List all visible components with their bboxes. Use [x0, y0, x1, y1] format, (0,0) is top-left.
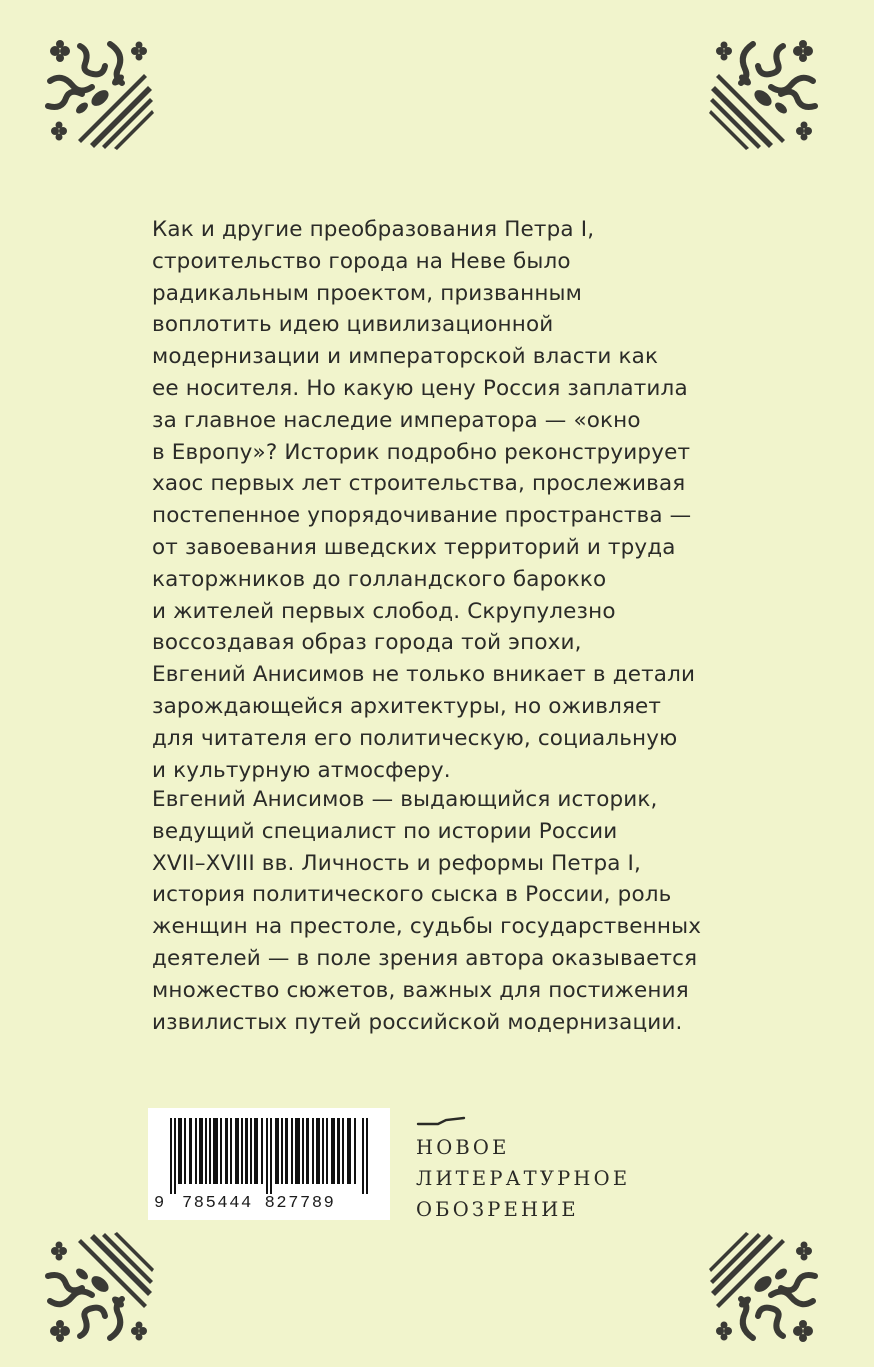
text-line: деятелей — в поле зрения автора оказывается: [152, 945, 698, 971]
text-line: Евгений Анисимов — выдающийся историк,: [152, 787, 658, 812]
text-line: воссоздавая образ города той эпохи,: [152, 630, 582, 656]
text-line: воплотить идею цивилизационной: [152, 312, 554, 338]
publisher-name-line: НОВОЕ: [416, 1136, 510, 1159]
ornament-svg: [705, 36, 823, 154]
ornament-top-left-icon: [40, 36, 158, 154]
text-line: каторжников до голландского барокко: [152, 566, 607, 592]
text-line: модернизации и императорской власти как: [152, 344, 659, 370]
text-line: зарождающейся архитектуры, но оживляет: [152, 693, 662, 719]
isbn-barcode: [148, 1108, 390, 1220]
text-line: XVII–XVIII вв. Личность и реформы Петра I,: [152, 850, 642, 876]
text-line: для читателя его политическую, социальную: [152, 725, 678, 751]
publisher-name-line: ОБОЗРЕНИЕ: [416, 1198, 579, 1221]
author-bio-paragraph: [152, 784, 752, 1038]
text-line: радикальным проектом, призванным: [152, 280, 583, 306]
text-line: извилистых путей российской модернизации.: [152, 1009, 683, 1035]
barcode-bars-icon: [170, 1118, 370, 1194]
publisher-name-line: ЛИТЕРАТУРНОЕ: [416, 1167, 631, 1190]
text-line: и жителей первых слобод. Скрупулезно: [152, 598, 616, 624]
ornament-top-right-icon: [705, 36, 823, 154]
text-line: и культурную атмосферу.: [152, 757, 451, 783]
barcode-first-digit: 9: [154, 1194, 165, 1213]
text-line: множество сюжетов, важных для постижения: [152, 977, 689, 1003]
barcode-number: 785444 827789: [182, 1194, 336, 1213]
text-line: постепенное упорядочивание пространства —: [152, 503, 692, 529]
text-line: ведущий специалист по истории России: [152, 818, 618, 844]
text-line: женщин на престоле, судьбы государственных: [152, 914, 702, 940]
ornament-svg: [40, 1228, 158, 1346]
text-line: Евгений Анисимов не только вникает в детали: [152, 662, 696, 688]
text-line: за главное наследие императора — «окно: [152, 407, 641, 433]
barcode-digits: [148, 1194, 390, 1218]
text-line: строительство города на Неве было: [152, 248, 571, 274]
book-description-paragraph: [152, 214, 752, 786]
ornament-bottom-right-icon: [705, 1228, 823, 1346]
text-line: от завоевания шведских территорий и труда: [152, 534, 676, 560]
text-line: ее носителя. Но какую цену Россия заплатила: [152, 375, 688, 401]
publisher-logo: [416, 1110, 716, 1225]
text-line: история политического сыска в России, роль: [152, 882, 672, 908]
text-line: в Европу»? Историк подробно реконструирует: [152, 439, 691, 465]
publisher-bird-mark-icon: [416, 1110, 716, 1132]
ornament-bottom-left-icon: [40, 1228, 158, 1346]
text-line: Как и другие преобразования Петра I,: [152, 217, 595, 242]
ornament-svg: [40, 36, 158, 154]
ornament-svg: [705, 1228, 823, 1346]
text-line: хаос первых лет строительства, прослеживая: [152, 471, 686, 497]
